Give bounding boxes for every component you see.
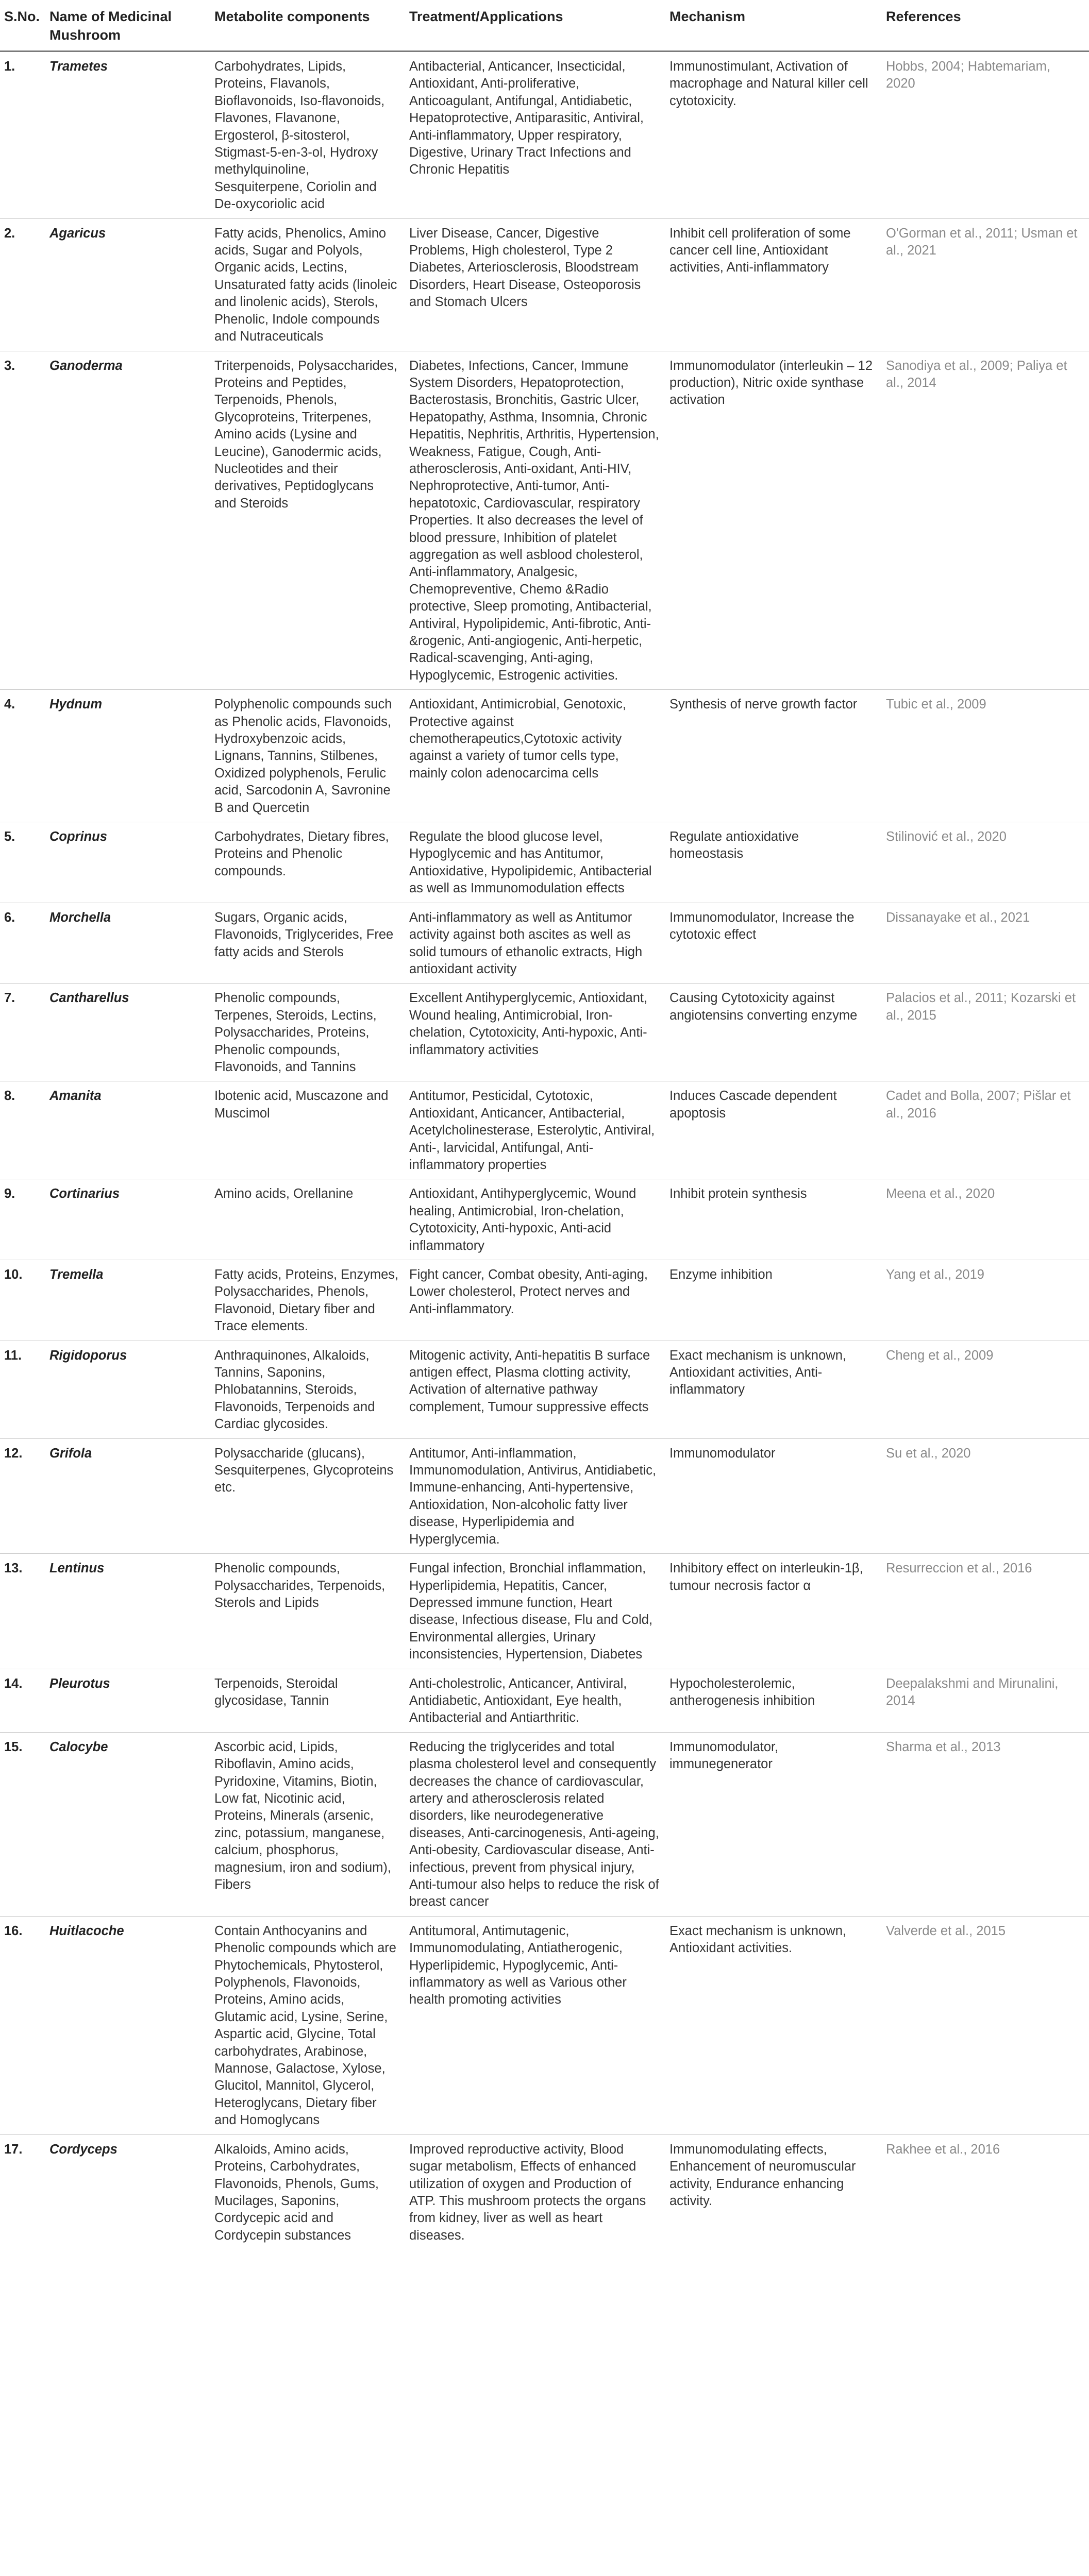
cell-sno: 16. [0, 1916, 45, 2134]
cell-mushroom-name: Ganoderma [45, 351, 210, 690]
table-body [0, 52, 1089, 2250]
cell-treatment: Mitogenic activity, Anti-hepatitis B surface antigen effect, Plasma clotting activity, Activation of alternative pathway complement, Tumour suppressive effects [405, 1341, 665, 1438]
header-sno: S.No. [0, 2, 45, 52]
table-row [0, 351, 1089, 690]
cell-references: Valverde et al., 2015 [882, 1916, 1089, 2134]
header-row [0, 2, 1089, 52]
cell-mushroom-name: Lentinus [45, 1554, 210, 1669]
cell-mechanism: Exact mechanism is unknown, Antioxidant activities, Anti-inflammatory [665, 1341, 882, 1438]
cell-sno: 11. [0, 1341, 45, 1438]
cell-references: Dissanayake et al., 2021 [882, 903, 1089, 984]
cell-mechanism: Inhibit protein synthesis [665, 1179, 882, 1260]
cell-mushroom-name: Tremella [45, 1260, 210, 1341]
cell-treatment: Antibacterial, Anticancer, Insecticidal, Antioxidant, Anti-proliferative, Anticoagulant, Antifungal, Antidiabetic, Hepatoprotective, Antiparasitic, Antiviral, Anti-inflammatory, Upper respiratory, Digestive, Urinary Tract Infections and Chronic Hepatitis [405, 52, 665, 219]
cell-mushroom-name: Pleurotus [45, 1669, 210, 1732]
cell-references: Cadet and Bolla, 2007; Pišlar et al., 2016 [882, 1081, 1089, 1179]
cell-treatment: Antioxidant, Antihyperglycemic, Wound healing, Antimicrobial, Iron-chelation, Cytotoxicity, Anti-hypoxic, Anti-acid inflammatory [405, 1179, 665, 1260]
cell-mechanism: Synthesis of nerve growth factor [665, 690, 882, 822]
table-row [0, 218, 1089, 351]
cell-sno: 7. [0, 984, 45, 1081]
table-row [0, 1179, 1089, 1260]
cell-mechanism: Immunomodulating effects, Enhancement of neuromuscular activity, Endurance enhancing activity. [669, 2142, 856, 2208]
cell-treatment: Antitumor, Pesticidal, Cytotoxic, Antioxidant, Anticancer, Antibacterial, Acetylcholinesterase, Esterolytic, Antiviral, Anti-, larvicidal, Antifungal, Anti-inflammatory properties [405, 1081, 665, 1179]
cell-metabolites: Contain Anthocyanins and Phenolic compounds which are Phytochemicals, Phytosterol, Polyphenols, Flavonoids, Proteins, Amino acids, Glutamic acid, Lysine, Serine, Aspartic acid, Glycine, Total carbohydrates, Arabinose, Mannose, Galactose, Xylose, Glucitol, Mannitol, Glycerol, Heteroglycans, Dietary fiber and Homoglycans [210, 1916, 405, 2134]
cell-sno: 4. [0, 690, 45, 822]
cell-sno: 9. [0, 1179, 45, 1260]
cell-sno: 5. [0, 822, 45, 903]
header-mechanism: Mechanism [665, 2, 882, 52]
cell-metabolites: Sugars, Organic acids, Flavonoids, Triglycerides, Free fatty acids and Sterols [210, 903, 405, 984]
cell-references: Sharma et al., 2013 [882, 1732, 1089, 1916]
cell-metabolites: Ascorbic acid, Lipids, Riboflavin, Amino acids, Pyridoxine, Vitamins, Biotin, Low fat, Nicotinic acid, Proteins, Minerals (arsenic, zinc, potassium, manganese, calcium, phosphorus, magnesium, iron and sodium), Fibers [210, 1732, 405, 1916]
cell-mechanism: Inhibitory effect on interleukin-1β, tumour necrosis factor α [665, 1554, 882, 1669]
cell-sno: 1. [0, 52, 45, 219]
cell-treatment: Anti-cholestrolic, Anticancer, Antiviral, Antidiabetic, Antioxidant, Eye health, Antibacterial and Antiarthritic. [405, 1669, 665, 1732]
cell-mushroom-name: Cantharellus [45, 984, 210, 1081]
cell-metabolites: Fatty acids, Phenolics, Amino acids, Sugar and Polyols, Organic acids, Lectins, Unsaturated fatty acids (linoleic and linolenic acids), Sterols, Phenolic, Indole compounds and Nutraceuticals [210, 218, 405, 351]
header-treatment: Treatment/Applications [405, 2, 665, 52]
cell-treatment: Excellent Antihyperglycemic, Antioxidant, Wound healing, Antimicrobial, Iron-chelation, Cytotoxicity, Anti-hypoxic, Anti-inflammatory activities [405, 984, 665, 1081]
table-row [0, 903, 1089, 984]
table-row [0, 1669, 1089, 1732]
cell-treatment: Antitumoral, Antimutagenic, Immunomodulating, Antiatherogenic, Hyperlipidemic, Hypoglycemic, Anti-inflammatory as well as Various other health promoting activities [405, 1916, 665, 2134]
cell-treatment: Antitumor, Anti-inflammation, Immunomodulation, Antivirus, Antidiabetic, Immune-enhancing, Anti-hypertensive, Antioxidation, Non-alcoholic fatty liver disease, Hyperlipidemia and Hyperglycemia. [405, 1438, 665, 1553]
medicinal-mushroom-table [0, 2, 1089, 2249]
cell-mechanism: Immunomodulator, Increase the cytotoxic effect [665, 903, 882, 984]
cell-mushroom-name: Huitlacoche [45, 1916, 210, 2134]
table-row [0, 1732, 1089, 1916]
cell-sno: 12. [0, 1438, 45, 1553]
cell-mechanism: Immunostimulant, Activation of macrophage and Natural killer cell cytotoxicity. [665, 52, 882, 219]
table-row [0, 52, 1089, 219]
table-row [0, 2134, 1089, 2249]
cell-treatment: Fight cancer, Combat obesity, Anti-aging, Lower cholesterol, Protect nerves and Anti-inflammatory. [405, 1260, 665, 1341]
cell-sno: 2. [0, 218, 45, 351]
cell-mechanism: Immunomodulator [665, 1438, 882, 1553]
cell-metabolites: Alkaloids, Amino acids, Proteins, Carbohydrates, Flavonoids, Phenols, Gums, Mucilages, Saponins, Cordycepic acid and Cordycepin substances [214, 2142, 379, 2243]
table-row [0, 690, 1089, 822]
cell-mechanism: Causing Cytotoxicity against angiotensins converting enzyme [665, 984, 882, 1081]
cell-mushroom-name: Amanita [45, 1081, 210, 1179]
table-row [0, 1260, 1089, 1341]
cell-references: Yang et al., 2019 [882, 1260, 1089, 1341]
cell-references: O'Gorman et al., 2011; Usman et al., 2021 [882, 218, 1089, 351]
cell-treatment: Regulate the blood glucose level, Hypoglycemic and has Antitumor, Antioxidative, Hypolipidemic, Antibacterial as well as Immunomodulation effects [405, 822, 665, 903]
cell-references: Su et al., 2020 [882, 1438, 1089, 1553]
cell-sno: 17. [4, 2142, 23, 2157]
cell-mushroom-name: Rigidoporus [45, 1341, 210, 1438]
cell-metabolites: Terpenoids, Steroidal glycosidase, Tannin [210, 1669, 405, 1732]
cell-mechanism: Exact mechanism is unknown, Antioxidant activities. [665, 1916, 882, 2134]
cell-treatment: Fungal infection, Bronchial inflammation, Hyperlipidemia, Hepatitis, Cancer, Depressed immune function, Heart disease, Infectious disease, Flu and Cold, Environmental allergies, Urinary inconsistencies, Hypertension, Diabetes [405, 1554, 665, 1669]
cell-mushroom-name: Cortinarius [45, 1179, 210, 1260]
table-row [0, 1341, 1089, 1438]
cell-mechanism: Enzyme inhibition [665, 1260, 882, 1341]
table-row [0, 822, 1089, 903]
cell-references: Tubic et al., 2009 [882, 690, 1089, 822]
cell-mushroom-name: Cordyceps [49, 2142, 118, 2157]
cell-references: Deepalakshmi and Mirunalini, 2014 [882, 1669, 1089, 1732]
table-header [0, 2, 1089, 52]
cell-metabolites: Polysaccharide (glucans), Sesquiterpenes, Glycoproteins etc. [210, 1438, 405, 1553]
header-name: Name of Medicinal Mushroom [45, 2, 210, 52]
cell-mushroom-name: Hydnum [45, 690, 210, 822]
cell-sno: 13. [0, 1554, 45, 1669]
cell-references: Hobbs, 2004; Habtemariam, 2020 [882, 52, 1089, 219]
cell-mechanism: Regulate antioxidative homeostasis [665, 822, 882, 903]
cell-mushroom-name: Grifola [45, 1438, 210, 1553]
cell-mushroom-name: Trametes [45, 52, 210, 219]
cell-treatment: Liver Disease, Cancer, Digestive Problems, High cholesterol, Type 2 Diabetes, Arteriosclerosis, Bloodstream Disorders, Heart Disease, Osteoporosis and Stomach Ulcers [405, 218, 665, 351]
cell-mechanism: Induces Cascade dependent apoptosis [665, 1081, 882, 1179]
cell-metabolites: Phenolic compounds, Polysaccharides, Terpenoids, Sterols and Lipids [210, 1554, 405, 1669]
cell-mechanism: Hypocholesterolemic, antherogenesis inhibition [665, 1669, 882, 1732]
cell-sno: 10. [0, 1260, 45, 1341]
table-row [0, 1081, 1089, 1179]
cell-sno: 14. [0, 1669, 45, 1732]
cell-treatment: Antioxidant, Antimicrobial, Genotoxic, Protective against chemotherapeutics,Cytotoxic activity against a variety of tumor cells type, mainly colon adenocarcima cells [405, 690, 665, 822]
cell-sno: 3. [0, 351, 45, 690]
cell-sno: 8. [0, 1081, 45, 1179]
cell-mushroom-name: Morchella [45, 903, 210, 984]
cell-references: Rakhee et al., 2016 [886, 2142, 1000, 2157]
cell-metabolites: Polyphenolic compounds such as Phenolic acids, Flavonoids, Hydroxybenzoic acids, Lignans, Tannins, Stilbenes, Oxidized polyphenols, Ferulic acid, Sarcodonin A, Savronine B and Quercetin [210, 690, 405, 822]
cell-treatment: Reducing the triglycerides and total plasma cholesterol level and consequently decreases the chance of cardiovascular, artery and atherosclerosis related disorders, like neurodegenerative diseases, Anti-carcinogenesis, Anti-ageing, Anti-obesity, Cardiovascular disease, Anti-infectious, prevent from physical injury, Anti-tumour also helps to reduce the risk of breast cancer [405, 1732, 665, 1916]
cell-mushroom-name: Calocybe [45, 1732, 210, 1916]
table-row [0, 1916, 1089, 2134]
cell-references: Cheng et al., 2009 [882, 1341, 1089, 1438]
cell-metabolites: Triterpenoids, Polysaccharides, Proteins and Peptides, Terpenoids, Phenols, Glycoproteins, Triterpenes, Amino acids (Lysine and Leucine), Ganodermic acids, Nucleotides and their derivatives, Peptidoglycans and Steroids [210, 351, 405, 690]
cell-metabolites: Ibotenic acid, Muscazone and Muscimol [210, 1081, 405, 1179]
cell-treatment: Anti-inflammatory as well as Antitumor activity against both ascites as well as solid tumours of ethanolic extracts, High antioxidant activity [405, 903, 665, 984]
cell-metabolites: Anthraquinones, Alkaloids, Tannins, Saponins, Phlobatannins, Steroids, Flavonoids, Terpenoids and Cardiac glycosides. [210, 1341, 405, 1438]
cell-metabolites: Amino acids, Orellanine [210, 1179, 405, 1260]
cell-sno: 6. [0, 903, 45, 984]
cell-treatment: Improved reproductive activity, Blood sugar metabolism, Effects of enhanced utilization of oxygen and Production of ATP. This mushroom protects the organs from kidney, liver as well as heart diseases. [409, 2142, 646, 2243]
cell-mechanism: Immunomodulator, immunegenerator [665, 1732, 882, 1916]
cell-references: Meena et al., 2020 [882, 1179, 1089, 1260]
header-references: References [882, 2, 1089, 52]
table-row [0, 1554, 1089, 1669]
cell-metabolites: Carbohydrates, Lipids, Proteins, Flavanols, Bioflavonoids, Iso-flavonoids, Flavones, Flavanone, Ergosterol, β-sitosterol, Stigmast-5-en-3-ol, Hydroxy methylquinoline, Sesquiterpene, Coriolin and De-oxycoriolic acid [210, 52, 405, 219]
table-row [0, 984, 1089, 1081]
cell-references: Palacios et al., 2011; Kozarski et al., 2015 [882, 984, 1089, 1081]
table-row [0, 1438, 1089, 1553]
cell-references: Sanodiya et al., 2009; Paliya et al., 2014 [882, 351, 1089, 690]
cell-metabolites: Carbohydrates, Dietary fibres, Proteins and Phenolic compounds. [210, 822, 405, 903]
cell-metabolites: Phenolic compounds, Terpenes, Steroids, Lectins, Polysaccharides, Proteins, Phenolic compounds, Flavonoids, and Tannins [210, 984, 405, 1081]
header-metabolites: Metabolite components [210, 2, 405, 52]
cell-treatment: Diabetes, Infections, Cancer, Immune System Disorders, Hepatoprotection, Bacterostasis, Bronchitis, Gastric Ulcer, Hepatopathy, Asthma, Insomnia, Chronic Hepatitis, Nephritis, Arthritis, Hypertension, Weakness, Fatigue, Cough, Anti-atherosclerosis, Anti-oxidant, Anti-HIV, Nephroprotective, Anti-tumor, Anti-hepatotoxic, Cardiovascular, respiratory Properties. It also decreases the level of blood pressure, Inhibition of platelet aggregation as well asblood cholesterol, Anti-inflammatory, Analgesic, Chemopreventive, Chemo &Radio protective, Sleep promoting, Antibacterial, Antiviral, Hypolipidemic, Anti-fibrotic, Anti-&rogenic, Anti-angiogenic, Anti-herpetic, Radical-scavenging, Anti-aging, Hypoglycemic, Estrogenic activities. [405, 351, 665, 690]
cell-metabolites: Fatty acids, Proteins, Enzymes, Polysaccharides, Phenols, Flavonoid, Dietary fiber and Trace elements. [210, 1260, 405, 1341]
cell-mechanism: Immunomodulator (interleukin – 12 production), Nitric oxide synthase activation [665, 351, 882, 690]
cell-mushroom-name: Coprinus [45, 822, 210, 903]
cell-mushroom-name: Agaricus [45, 218, 210, 351]
cell-references: Resurreccion et al., 2016 [882, 1554, 1089, 1669]
cell-references: Stilinović et al., 2020 [882, 822, 1089, 903]
cell-mechanism: Inhibit cell proliferation of some cancer cell line, Antioxidant activities, Anti-inflammatory [665, 218, 882, 351]
cell-sno: 15. [0, 1732, 45, 1916]
